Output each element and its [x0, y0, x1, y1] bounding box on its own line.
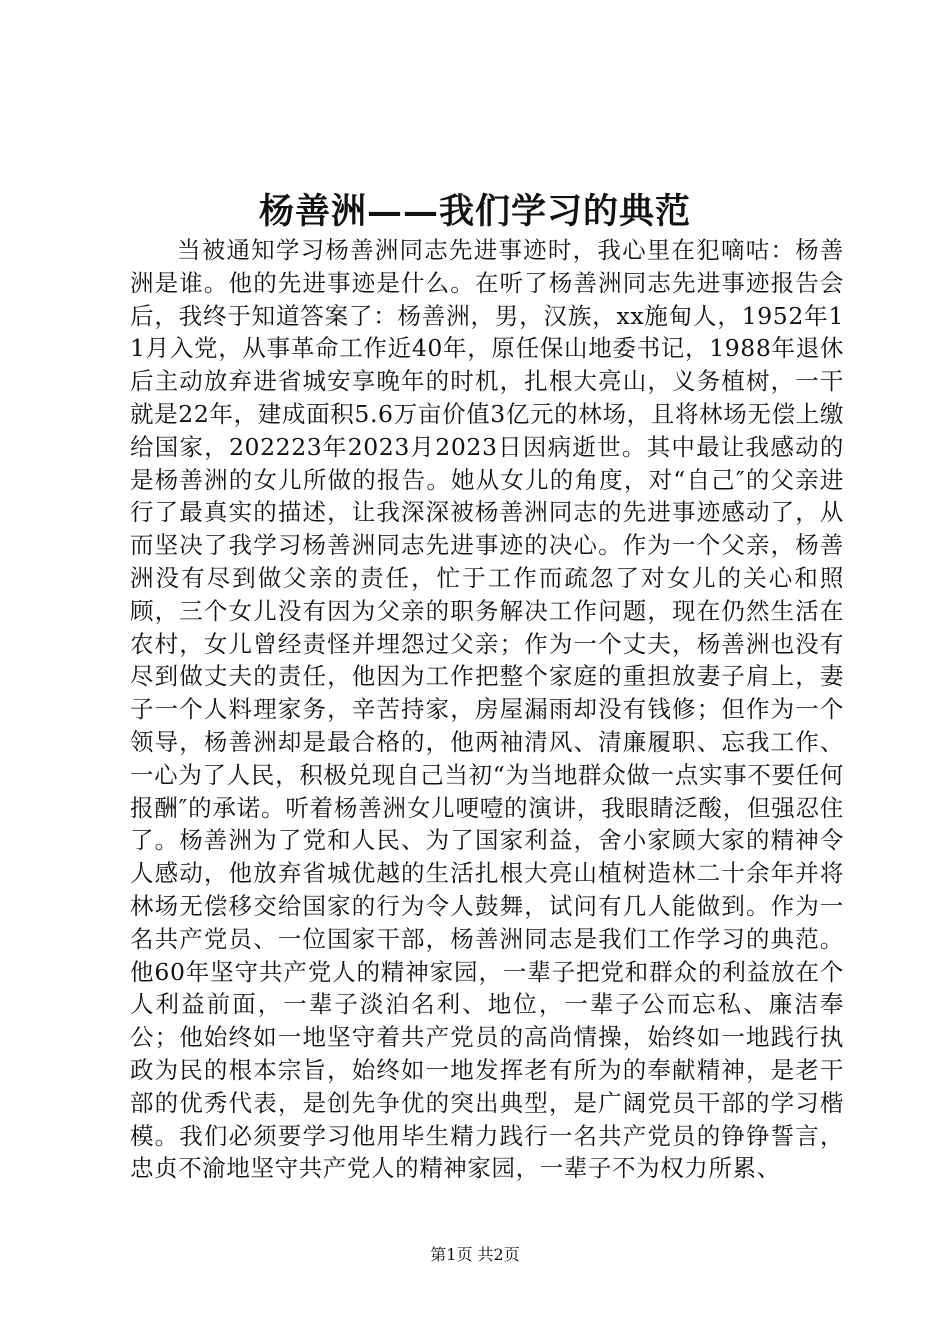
page-title: 杨善洲——我们学习的典范 [258, 191, 691, 232]
body-paragraph: 当被通知学习杨善洲同志先进事迹时，我心里在犯嘀咕：杨善洲是谁。他的先进事迹是什么。在听了杨善洲同志先进事迹报告会后，我终于知道答案了：杨善洲，男，汉族，xx施甸人，1952年11月入党，从事革命工作近40年，原任保山地委书记，1988年退休后主动放弃进省城安享晚年的时机，扎根大亮山，义务植树，一干就是22年，建成面积5.6万亩价值3亿元的林场，且将林场无偿上缴给国家，202223年2023月2023日因病逝世。其中最让我感动的是杨善洲的女儿所做的报告。她从女儿的角度，对“自己″的父亲进行了最真实的描述，让我深深被杨善洲同志的先进事迹感动了，从而坚决了我学习杨善洲同志先进事迹的决心。作为一个父亲，杨善洲没有尽到做父亲的责任，忙于工作而疏忽了对女儿的关心和照顾，三个女儿没有因为父亲的职务解决工作问题，现在仍然生活在农村，女儿曾经责怪并埋怨过父亲；作为一个丈夫，杨善洲也没有尽到做丈夫的责任，他因为工作把整个家庭的重担放妻子肩上，妻子一个人料理家务，辛苦持家，房屋漏雨却没有钱修；但作为一个领导，杨善洲却是最合格的，他两袖清风、清廉履职、忘我工作、一心为了人民，积极兑现自己当初“为当地群众做一点实事不要任何报酬″的承诺。听着杨善洲女儿哽噎的演讲，我眼睛泛酸，但强忍住了。杨善洲为了党和人民、为了国家利益，舍小家顾大家的精神令人感动，他放弃省城优越的生活扎根大亮山植树造林二十余年并将林场无偿移交给国家的行为令人鼓舞，试问有几人能做到。作为一名共产党员、一位国家干部，杨善洲同志是我们工作学习的典范。他60年坚守共产党人的精神家园，一辈子把党和群众的利益放在个人利益前面，一辈子淡泊名利、地位，一辈子公而忘私、廉洁奉公；他始终如一地坚守着共产党员的高尚情操，始终如一地践行执政为民的根本宗旨，始终如一地发挥老有所为的奉献精神，是老干部的优秀代表，是创先争优的突出典型，是广阔党员干部的学习楷模。我们必须要学习他用毕生精力践行一名共产党员的铮铮誓言，忠贞不渝地坚守共产党人的精神家园，一辈子不为权力所累、 [130, 236, 844, 1183]
page-footer: 第1页 共2页 [430, 1245, 520, 1264]
